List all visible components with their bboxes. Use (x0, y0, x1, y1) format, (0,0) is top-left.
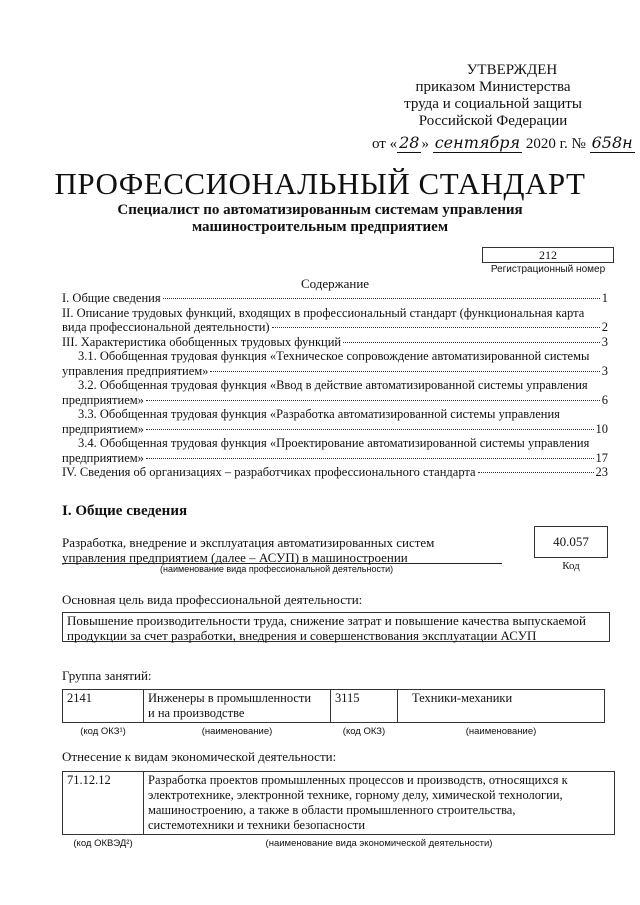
order-number: 658н (591, 133, 633, 152)
activity-code: 40.057 (534, 526, 608, 558)
toc-item-page: 3 (601, 334, 608, 349)
group-name (398, 690, 605, 723)
toc-item-text: 3.1. Обобщенная трудовая функция «Техническое сопровождение автоматизированной системы (78, 349, 590, 363)
registration-number: 212 (482, 247, 614, 263)
order-day: 28 (399, 133, 420, 152)
activity-code-label: Код (562, 560, 580, 572)
goal-label: Основная цель вида профессиональной деятельности: (62, 592, 363, 607)
document-title: ПРОФЕССИОНАЛЬНЫЙ СТАНДАРТ (54, 166, 586, 201)
group-label: Группа занятий: (62, 668, 152, 683)
table-row (63, 772, 615, 835)
caption-name: (наименование) (465, 726, 537, 737)
toc-item[interactable] (62, 306, 608, 335)
table-caption-row (63, 723, 605, 741)
toc-item-page: 23 (595, 465, 608, 479)
toc-item-text-cont: предприятием» (62, 421, 144, 436)
group-name-line-1: Техники-механики (412, 691, 513, 705)
activity-line-2: управления предприятием (далее – АСУП) в машиностроении (62, 550, 408, 565)
goal-line-2: продукции за счет разработки, внедрения и совершенствования эксплуатации АСУП (67, 628, 537, 643)
document-subtitle: Специалист по автоматизированным системам управления машиностроительным предприятием (117, 202, 523, 235)
section-heading: I. Общие сведения (62, 503, 188, 519)
occupation-group-table (62, 689, 605, 740)
caption-code: (код ОКЗ) (342, 726, 386, 737)
toc-item-text-cont: управления предприятием» (62, 363, 209, 378)
goal-box (62, 612, 610, 642)
caption-code: (код ОКВЭД²) (73, 838, 133, 849)
toc-item-page: 3 (601, 363, 608, 378)
toc-item-page: 6 (601, 392, 608, 407)
approval-line-2: труда и социальной защиты (404, 96, 582, 112)
econ-label: Отнесение к видам экономической деятельности: (62, 749, 337, 764)
group-name-line-2: и на производстве (148, 706, 245, 720)
caption-name: (наименование) (201, 726, 273, 737)
group-name (144, 690, 331, 723)
order-year: 2020 г. № (525, 136, 586, 152)
toc-item-page: 2 (601, 320, 608, 334)
toc-item[interactable] (62, 349, 608, 378)
group-name-line-1: Инженеры в промышленности (148, 691, 312, 705)
approval-title: УТВЕРЖДЕН (466, 62, 558, 78)
toc-item[interactable] (62, 465, 608, 480)
activity-line-1: Разработка, внедрение и эксплуатация автоматизированных систем (62, 535, 435, 550)
toc-item-text: III. Характеристика обобщенных трудовых функций (62, 334, 342, 349)
approval-block (368, 62, 618, 130)
table-caption-row (63, 835, 615, 853)
okved-code: 71.12.12 (63, 772, 144, 835)
okved-name-line: машиностроению, а также в области промышленного строительства, (148, 803, 516, 817)
toc-item-page: 17 (595, 450, 608, 465)
order-date-prefix: от « (372, 136, 398, 152)
okved-name-line: Разработка проектов промышленных процессов и производств, относящихся к (148, 773, 568, 787)
toc-item-text-cont: предприятием» (62, 450, 144, 465)
toc-item-page: 1 (601, 291, 608, 305)
toc-item[interactable] (62, 378, 608, 407)
order-month: сентября (434, 133, 521, 152)
table-of-contents (62, 291, 608, 480)
toc-item-text: 3.3. Обобщенная трудовая функция «Разработка автоматизированной системы управления (78, 407, 560, 421)
group-code: 2141 (63, 690, 144, 723)
okved-name-line: системотехники и техники безопасности (148, 818, 366, 832)
toc-title: Содержание (300, 276, 370, 291)
approval-line-3: Российской Федерации (418, 113, 568, 129)
order-date-line (372, 133, 635, 153)
activity-caption: (наименование вида профессиональной деятельности) (160, 564, 394, 574)
caption-name: (наименование вида экономической деятельности) (265, 838, 493, 849)
registration-label: Регистрационный номер (490, 264, 606, 275)
toc-item[interactable] (62, 291, 608, 306)
goal-line-1: Повышение производительности труда, снижение затрат и повышение качества выпускаемой (67, 613, 586, 628)
toc-item-text: 3.4. Обобщенная трудовая функция «Проектирование автоматизированной системы управления (78, 436, 590, 450)
okved-name (144, 772, 615, 835)
toc-item[interactable] (62, 407, 608, 436)
toc-item-text: IV. Сведения об организациях – разработчиках профессионального стандарта (62, 465, 476, 479)
toc-item-text: II. Описание трудовых функций, входящих в профессиональный стандарт (функциональная карта (62, 305, 585, 320)
activity-name (62, 535, 502, 565)
toc-item-page: 10 (595, 421, 608, 436)
toc-item-text-cont: вида профессиональной деятельности) (62, 320, 270, 334)
toc-item-text: 3.2. Обобщенная трудовая функция «Ввод в действие автоматизированной системы управления (78, 378, 588, 392)
toc-item-text-cont: предприятием» (62, 392, 144, 407)
approval-line-1: приказом Министерства (415, 79, 571, 95)
order-day-close: » (421, 136, 429, 152)
toc-item[interactable] (62, 335, 608, 350)
okved-name-line: электротехнике, электронной технике, горному делу, химической технологии, (148, 788, 563, 802)
econ-activity-table (62, 771, 615, 852)
group-code: 3115 (331, 690, 398, 723)
toc-item-text: I. Общие сведения (62, 291, 161, 305)
caption-code: (код ОКЗ¹) (80, 726, 126, 737)
table-row (63, 690, 605, 723)
toc-item[interactable] (62, 436, 608, 465)
